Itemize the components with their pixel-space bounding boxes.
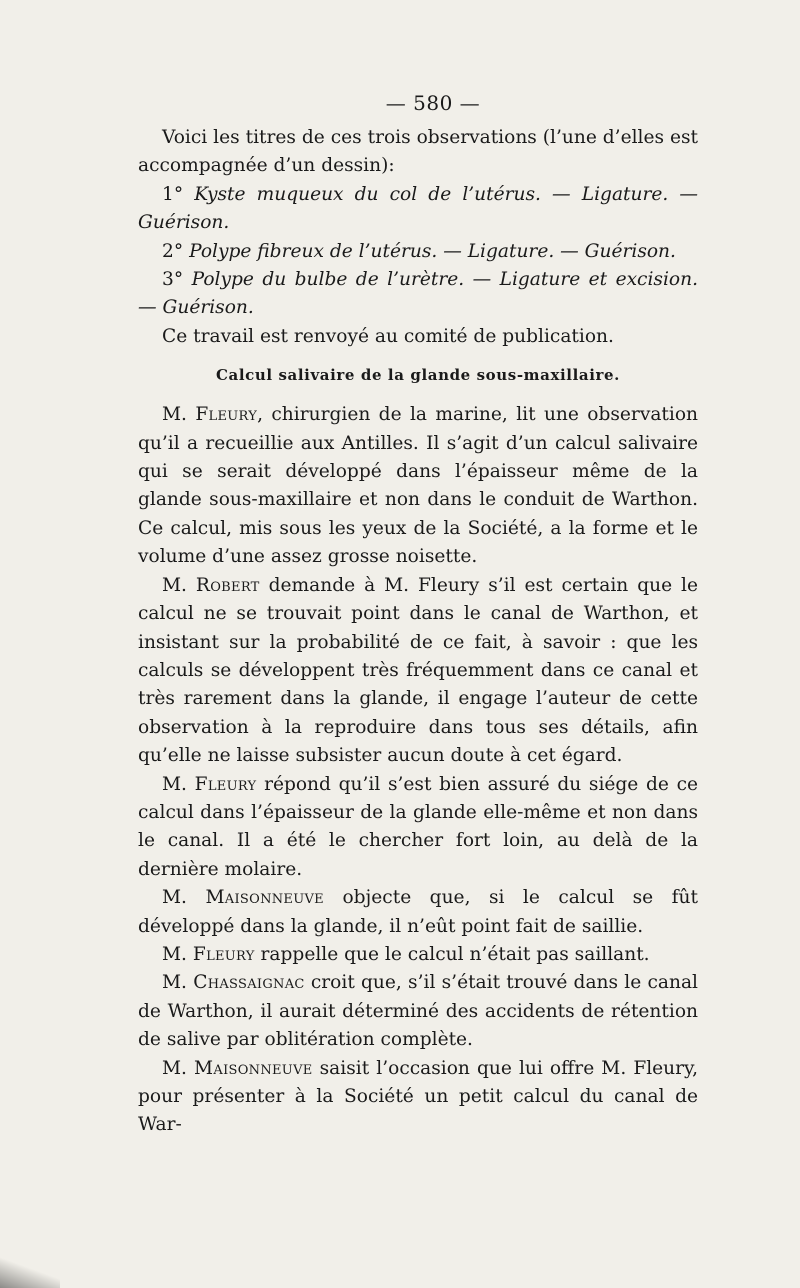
speaker-prefix: M. <box>162 972 187 994</box>
observation-item-1 <box>138 181 698 238</box>
speaker-name: Fleury <box>194 773 257 795</box>
speaker-prefix: M. <box>162 574 187 596</box>
paragraph-text: répond qu’il s’est bien assuré du siége de ce calcul dans l’épaisseur de la glande elle-même et non dans le canal. Il a été le chercher fort loin, au delà de la dernière molaire. <box>138 773 698 880</box>
item-number: 2° <box>162 240 184 262</box>
item-title: Polype fibreux de l’utérus. — Ligature. — Guérison. <box>189 240 676 262</box>
speaker-name: Fleury <box>192 943 255 965</box>
paragraph-text: saisit l’occasion que lui offre M. Fleury, pour présenter à la Société un petit calcul du canal de War- <box>138 1057 698 1136</box>
paragraph-text: demande à M. Fleury s’il est certain que le calcul ne se trouvait point dans le canal de Warthon, et insistant sur la probabilité de ce fait, à savoir : que les calculs se développent très fréquemment dans ce canal et très rarement dans la glande, il engage l’auteur de cette observation à la reproduire dans tous ses détails, afin qu’elle ne laisse subsister aucun doute à cet égard. <box>138 574 698 767</box>
speaker-prefix: M. <box>162 773 187 795</box>
speaker-prefix: M. <box>162 1057 187 1079</box>
speaker-prefix: M. <box>162 404 187 426</box>
document-page <box>138 92 698 1140</box>
page-number: — 580 — <box>385 91 481 115</box>
item-title: Polype du bulbe de l’urètre. — Ligature et excision. — Guérison. <box>138 269 698 319</box>
closing-sentence: Ce travail est renvoyé au comité de publication. <box>162 325 614 347</box>
speaker-name: Chassaignac <box>193 972 305 994</box>
observation-item-3 <box>138 266 698 323</box>
speaker-name: Maisonneuve <box>194 1057 313 1079</box>
page-corner-shadow <box>0 1248 60 1288</box>
section-title: Calcul salivaire de la glande sous-maxillaire. <box>216 366 620 385</box>
observation-item-2 <box>138 238 698 266</box>
speaker-name: Fleury <box>195 404 258 426</box>
item-title: Kyste muqueux du col de l’utérus. — Ligature. — Guérison. <box>138 183 699 234</box>
paragraph <box>138 572 698 771</box>
paragraph <box>138 941 698 969</box>
paragraph-text: , chirurgien de la marine, lit une observation qu’il a recueillie aux Antilles. Il s’agit d’un calcul salivaire qui se serait développé dans l’épaisseur même de la glande sous-maxillaire et non dans le conduit de Warthon. Ce calcul, mis sous les yeux de la Société, a la forme et le volume d’une assez grosse noisette. <box>138 404 698 568</box>
paragraph <box>138 969 698 1054</box>
paragraph <box>138 1055 698 1140</box>
speaker-prefix: M. <box>162 943 187 965</box>
paragraph <box>138 771 698 885</box>
paragraph-text: rappelle que le calcul n’était pas saillant. <box>254 943 650 965</box>
paragraph-text: croit que, s’il s’était trouvé dans le canal de Warthon, il aurait déterminé des accidents de rétention de salive par oblitération complète. <box>138 972 698 1051</box>
speaker-name: Robert <box>195 574 260 596</box>
paragraph <box>138 401 698 571</box>
speaker-name: Maisonneuve <box>205 887 324 909</box>
paragraph <box>138 884 698 941</box>
paragraph-text: objecte que, si le calcul se fût développé dans la glande, il n’eût point fait de saillie. <box>138 887 699 937</box>
speaker-prefix: M. <box>162 887 187 909</box>
item-number: 1° <box>162 183 184 205</box>
intro-paragraph: Voici les titres de ces trois observations (l’une d’elles est accompagnée d’un dessin): <box>138 127 698 177</box>
item-number: 3° <box>162 269 184 291</box>
